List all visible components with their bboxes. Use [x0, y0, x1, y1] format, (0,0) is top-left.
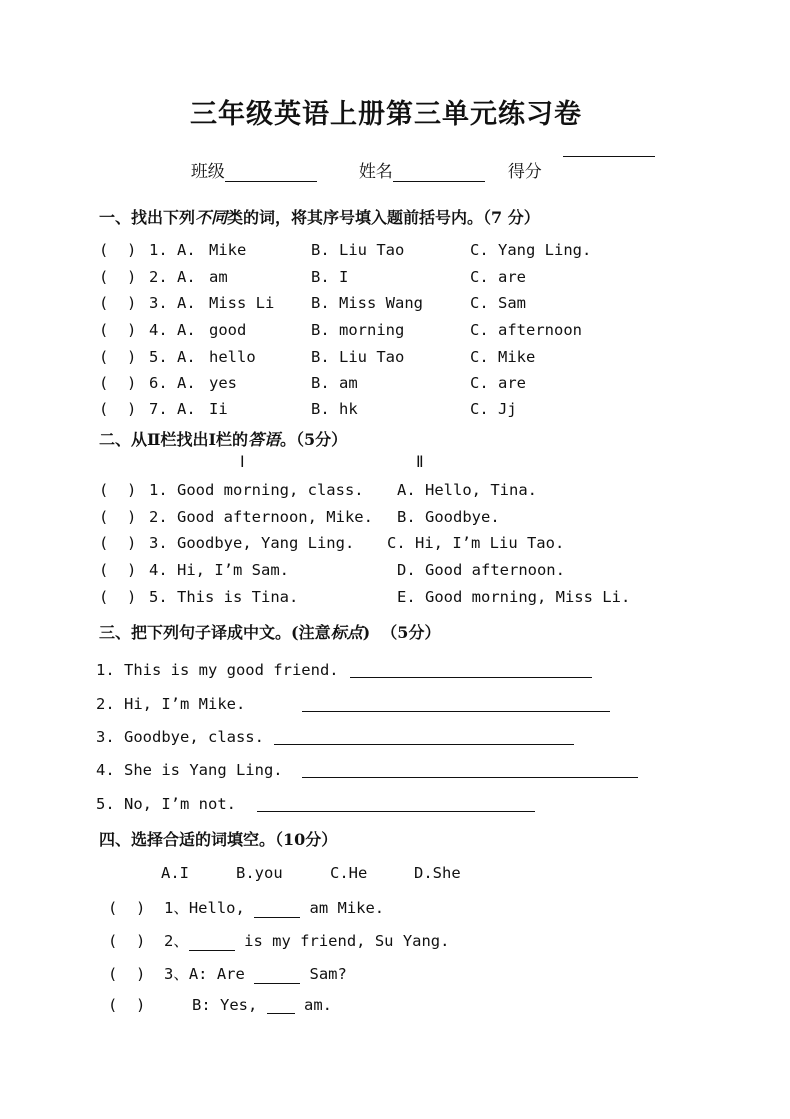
sentence-start: B: Yes, [164, 996, 267, 1014]
option-a: am [209, 268, 228, 286]
sentence-start: 2、 [164, 932, 189, 950]
column-ii-item: D. Good afternoon. [397, 561, 565, 579]
option-b: B. Miss Wang [311, 294, 423, 312]
answer-paren[interactable]: ( ) [99, 508, 137, 526]
option-c: C. Mike [470, 348, 536, 366]
option-c: C. Sam [470, 294, 526, 312]
sentence-end: is my friend, Su Yang. [234, 932, 450, 950]
word-option: D.She [414, 864, 461, 882]
score-label: 得分 [507, 162, 542, 182]
class-blank[interactable] [225, 165, 317, 182]
option-b: B. Liu Tao [311, 348, 405, 366]
word-option: B.you [236, 864, 283, 882]
class-field[interactable] [180, 137, 317, 182]
question-number: 5. A. [149, 348, 196, 366]
class-label: 班级 [190, 162, 225, 182]
fill-blank[interactable] [254, 967, 300, 984]
answer-paren[interactable]: ( ) [99, 374, 137, 392]
question-number: 4. A. [149, 321, 196, 339]
answer-paren[interactable]: ( ) [99, 588, 137, 606]
sentence-start: 3、A: Are [164, 965, 255, 983]
question-number: 6. A. [149, 374, 196, 392]
fill-blank[interactable] [254, 901, 300, 918]
answer-paren[interactable]: ( ) [99, 321, 137, 339]
fill-blank[interactable] [189, 934, 235, 951]
answer-paren[interactable]: ( ) [99, 481, 137, 499]
translation-answer-line[interactable] [302, 761, 638, 778]
option-b: B. am [311, 374, 358, 392]
page-title: 三年级英语上册第三单元练习卷 [190, 99, 582, 130]
name-field[interactable] [348, 137, 485, 182]
option-a: yes [209, 374, 237, 392]
sentence-start: 1、Hello, [164, 899, 255, 917]
question-number: 3. A. [149, 294, 196, 312]
translation-answer-line[interactable] [274, 728, 574, 745]
fill-row [108, 962, 347, 984]
option-a: hello [209, 348, 256, 366]
answer-paren[interactable]: ( ) [99, 241, 137, 259]
option-c: C. are [470, 374, 526, 392]
word-option: C.He [330, 864, 368, 882]
sentence-end: am. [294, 996, 332, 1014]
column-i-item: 2. Good afternoon, Mike. [149, 508, 373, 526]
column-i-item: 1. Good morning, class. [149, 481, 364, 499]
column-ii-item: E. Good morning, Miss Li. [397, 588, 631, 606]
answer-paren[interactable]: ( ) [99, 268, 137, 286]
column-ii-item: B. Goodbye. [397, 508, 500, 526]
option-a: Miss Li [209, 294, 275, 312]
answer-paren[interactable]: ( ) [99, 400, 137, 418]
answer-paren[interactable]: ( ) [99, 561, 137, 579]
section1-heading: 一、找出下列不同类的词，将其序号填入题前括号内。（7 分） [99, 208, 540, 227]
sentence-text: 2. Hi, I’m Mike. [96, 695, 246, 713]
answer-paren[interactable]: ( ) [108, 932, 146, 950]
option-b: B. Liu Tao [311, 241, 405, 259]
question-number: 2. A. [149, 268, 196, 286]
column-i-item: 5. This is Tina. [149, 588, 299, 606]
option-a: Mike [209, 241, 247, 259]
score-blank[interactable] [563, 140, 655, 157]
fill-blank[interactable] [267, 997, 295, 1014]
section4-heading: 四、选择合适的词填空。（10分） [99, 830, 338, 849]
fill-row [108, 996, 332, 1014]
column-i-item: 4. Hi, I’m Sam. [149, 561, 289, 579]
fill-row [108, 896, 384, 918]
answer-paren[interactable]: ( ) [99, 294, 137, 312]
translation-answer-line[interactable] [257, 795, 535, 812]
name-blank[interactable] [393, 165, 485, 182]
column-i-item: 3. Goodbye, Yang Ling. [149, 534, 355, 552]
option-b: B. hk [311, 400, 358, 418]
score-field[interactable] [497, 137, 542, 182]
column-ii-item: C. Hi, I’m Liu Tao. [387, 534, 565, 552]
sentence-text: 3. Goodbye, class. [96, 728, 264, 746]
option-c: C. Jj [470, 400, 517, 418]
sentence-text: 4. She is Yang Ling. [96, 761, 283, 779]
column-ii-label: Ⅱ [416, 453, 424, 471]
sentence-text: 5. No, I’m not. [96, 795, 236, 813]
word-option: A.I [161, 864, 189, 882]
section3-heading: 三、把下列句子译成中文。(注意标点) （5分） [99, 623, 441, 642]
option-c: C. Yang Ling. [470, 241, 592, 259]
option-c: C. afternoon [470, 321, 582, 339]
sentence-text: 1. This is my good friend. [96, 661, 339, 679]
fill-row [108, 929, 449, 951]
option-b: B. I [311, 268, 349, 286]
question-number: 7. A. [149, 400, 196, 418]
option-c: C. are [470, 268, 526, 286]
answer-paren[interactable]: ( ) [108, 996, 146, 1014]
answer-paren[interactable]: ( ) [108, 899, 146, 917]
sentence-end: Sam? [300, 965, 347, 983]
answer-paren[interactable]: ( ) [99, 348, 137, 366]
translation-answer-line[interactable] [350, 661, 592, 678]
option-a: Ii [209, 400, 228, 418]
option-b: B. morning [311, 321, 405, 339]
column-ii-item: A. Hello, Tina. [397, 481, 537, 499]
answer-paren[interactable]: ( ) [108, 965, 146, 983]
question-number: 1. A. [149, 241, 196, 259]
name-label: 姓名 [358, 162, 393, 182]
translation-answer-line[interactable] [302, 695, 610, 712]
sentence-end: am Mike. [300, 899, 385, 917]
answer-paren[interactable]: ( ) [99, 534, 137, 552]
section2-heading: 二、从Ⅱ栏找出Ⅰ栏的答语。（5分） [99, 430, 348, 449]
option-a: good [209, 321, 247, 339]
column-i-label: Ⅰ [240, 453, 245, 471]
